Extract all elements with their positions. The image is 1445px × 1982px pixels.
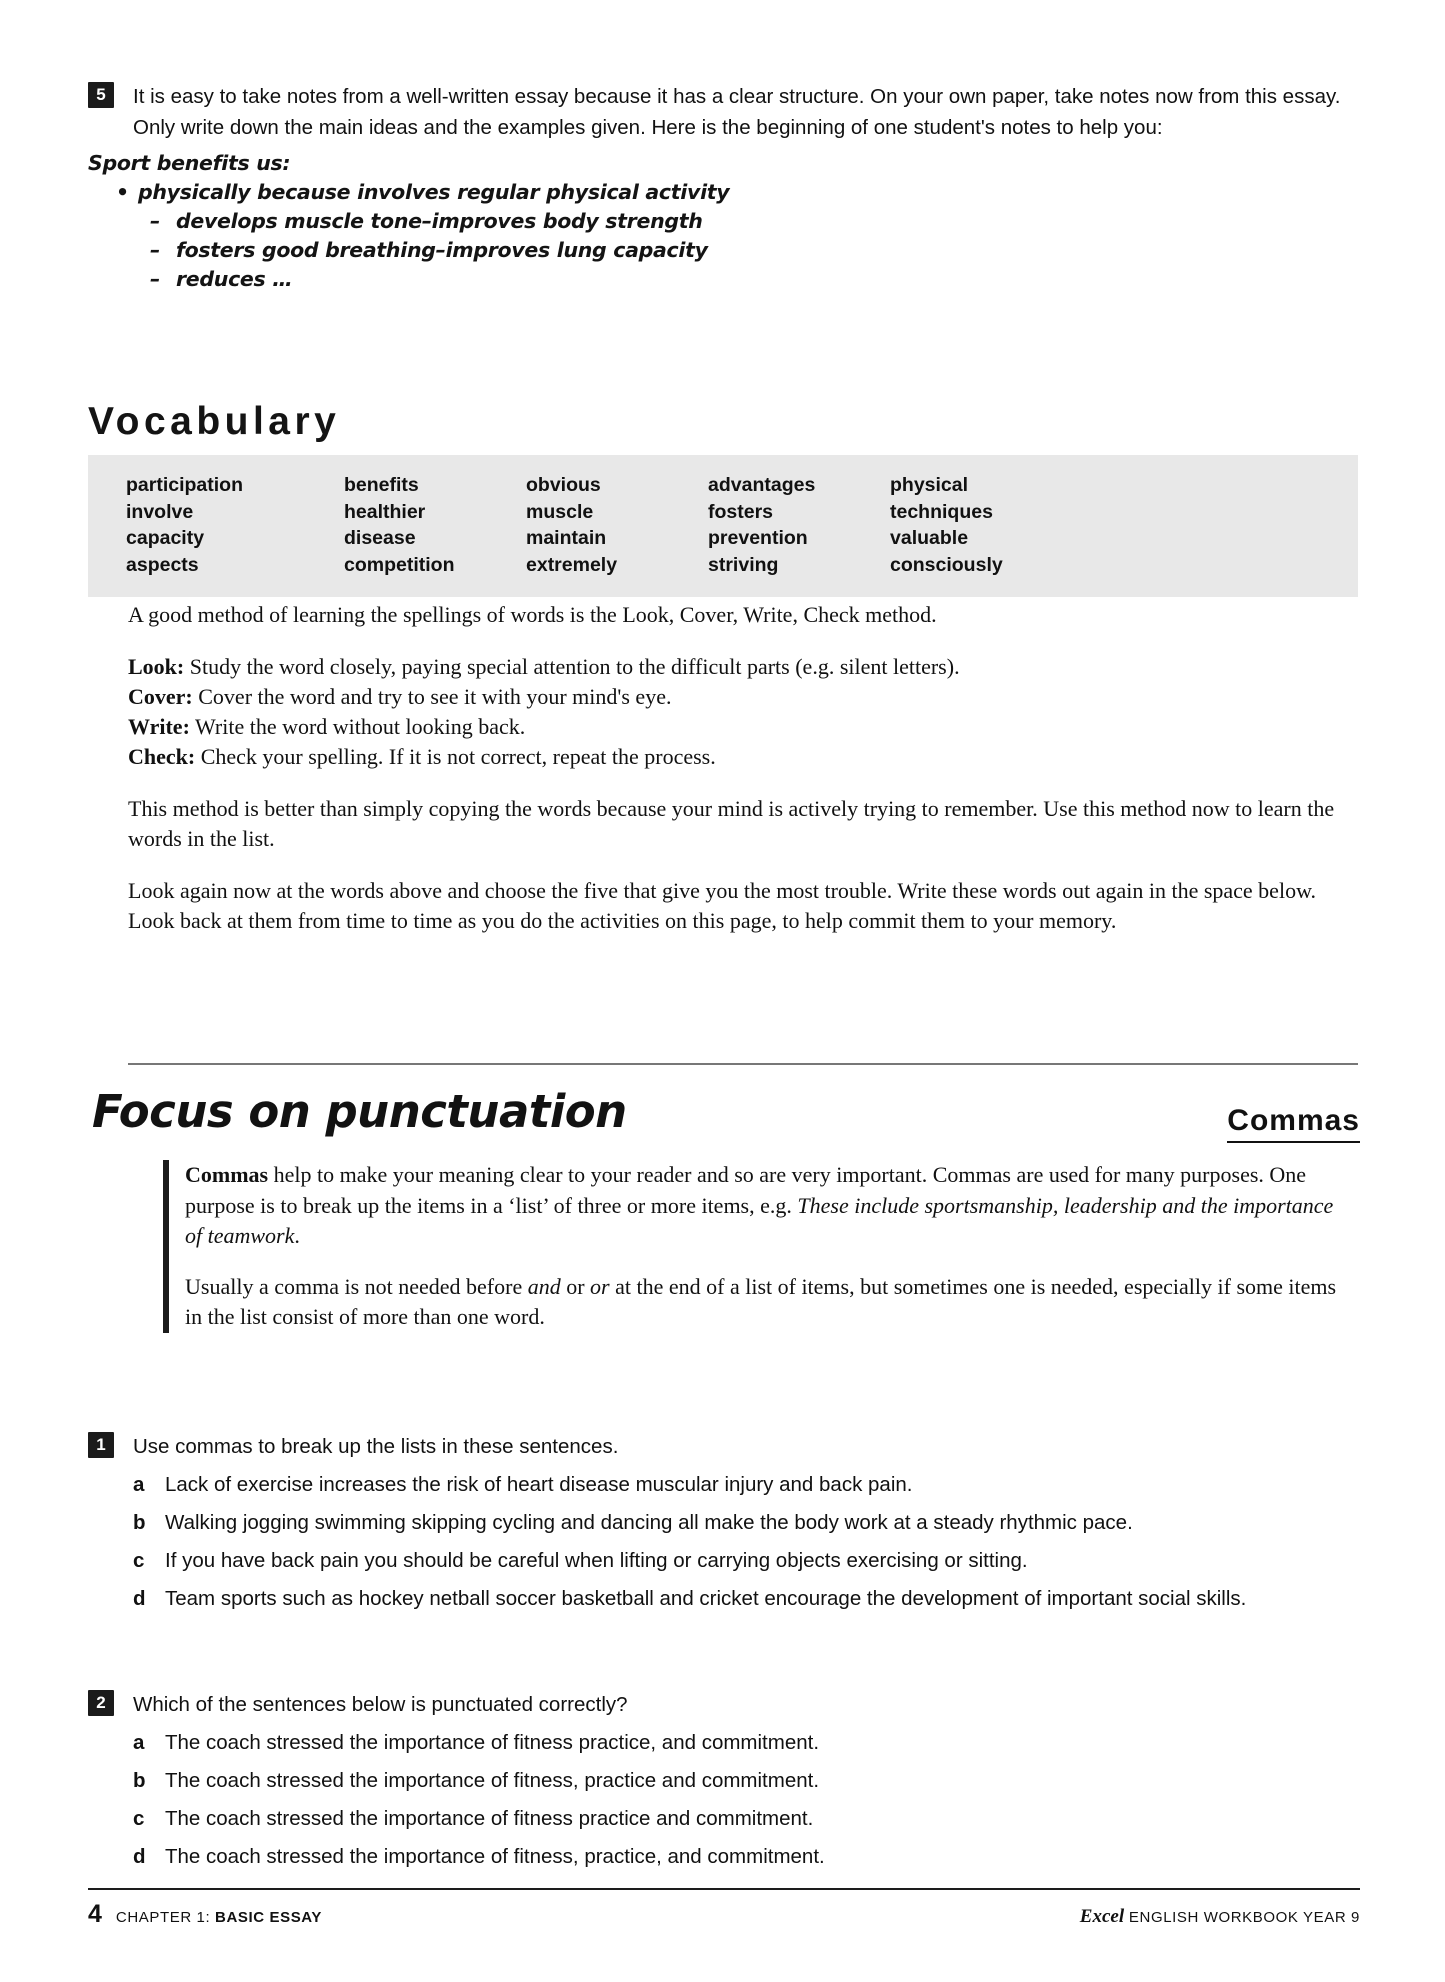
vocabulary-word: techniques [890,500,993,523]
notes-item-text: physically because involves regular physical activity [138,180,730,204]
notes-item [150,236,1358,265]
item-text: The coach stressed the importance of fitness practice and commitment. [165,1807,814,1830]
item-letter: d [133,1845,146,1868]
bullet-icon: • [116,180,129,204]
vocabulary-word: maintain [526,527,607,549]
method-step [128,742,1360,772]
item-letter: a [133,1473,145,1496]
method-step-text: Check your spelling. If it is not correct, repeat the process. [195,744,716,769]
vocabulary-word: advantages [708,474,816,496]
vocabulary-grid [126,472,1358,578]
item-letter: a [133,1731,145,1754]
question-2-items [133,1728,1368,1871]
method-step-text: Write the word without looking back. [189,714,526,739]
vocabulary-word: involve [126,500,194,523]
commas-intro-paragraph-2 [185,1272,1353,1333]
item-text: Team sports such as hockey netball soccer basketball and cricket encourage the development of important social skills. [165,1587,1247,1610]
footer-chapter-name: BASIC ESSAY [215,1909,322,1926]
question-1-prompt: Use commas to break up the lists in these sentences. [133,1435,619,1458]
list-item [133,1728,1368,1757]
vocabulary-word: aspects [126,553,199,576]
method-step [128,682,1360,712]
vocabulary-word: extremely [526,553,618,576]
item-text: If you have back pain you should be careful when lifting or carrying objects exercising or sitting. [165,1549,1028,1572]
dash-icon: – [150,267,160,291]
item-letter: b [133,1769,146,1792]
vocabulary-word: capacity [126,527,205,549]
page-footer [88,1900,1360,1929]
vocabulary-heading: Vocabulary [88,400,341,443]
list-item [133,1842,1368,1871]
question-2-header [88,1690,1368,1719]
vocabulary-box [88,455,1358,597]
question-1 [88,1432,1368,1622]
footer-right [1080,1906,1360,1928]
commas-intro-box [163,1160,1353,1333]
dash-icon: – [150,209,160,233]
method-step-label: Look: [128,654,185,679]
item-text: The coach stressed the importance of fitness, practice and commitment. [165,1769,820,1792]
section-divider [128,1063,1358,1065]
method-paragraph-3: Look again now at the words above and choose the five that give you the most trouble. Write these words out again in the space below. Look back at them from time to time as you do the activities on this page, to help commit them to your memory. [128,878,1317,933]
method-step [128,652,1360,682]
list-item [133,1804,1368,1833]
item-text: Lack of exercise increases the risk of heart disease muscular injury and back pain. [165,1473,913,1496]
commas-topic-heading: Commas [1227,1104,1360,1143]
focus-on-punctuation-heading: Focus on punctuation [92,1085,627,1138]
vocabulary-word: healthier [344,500,426,523]
method-step-text: Cover the word and try to see it with your mind's eye. [192,684,672,709]
method-intro: A good method of learning the spellings of words is the Look, Cover, Write, Check method. [128,602,937,627]
item-text: The coach stressed the importance of fitness, practice, and commitment. [165,1845,825,1868]
commas-intro-word-or: or [590,1273,610,1299]
commas-intro-word-and: and [527,1273,561,1299]
vocabulary-word: disease [344,527,416,549]
question-2-prompt: Which of the sentences below is punctuated correctly? [133,1693,628,1716]
vocabulary-word: obvious [526,474,601,496]
student-notes [88,149,1358,294]
item-text: Walking jogging swimming skipping cycling and dancing all make the body work at a steady rhythmic pace. [165,1511,1133,1534]
vocabulary-word: consciously [890,553,1003,576]
commas-intro-lead: Commas [185,1162,269,1187]
question-number-badge: 1 [88,1432,114,1458]
vocabulary-word: physical [890,474,969,496]
question-2 [88,1690,1368,1880]
item-text: The coach stressed the importance of fitness practice, and commitment. [165,1731,820,1754]
vocabulary-word: muscle [526,500,594,523]
footer-divider [88,1888,1360,1890]
list-item [133,1508,1368,1537]
footer-chapter [116,1909,322,1926]
method-text [128,600,1360,958]
exercise-5 [88,82,1358,294]
commas-intro-p2-a: Usually a comma is not needed before [185,1273,528,1299]
exercise-5-instruction: It is easy to take notes from a well-written essay because it has a clear structure. On your own paper, take notes now from this essay. Only write down the main ideas and the examples given. Here is the beginning of one student's notes to help you: [133,85,1341,139]
vocabulary-word: prevention [708,527,808,549]
brand-logo: Excel [1079,1906,1125,1927]
commas-intro-text-a: help to make your meaning clear to your reader and so are very important. Commas are used for many purposes. One purpose is to break up the items in a ‘list’ of three or more items, e.g. [185,1162,1307,1218]
item-letter: b [133,1511,146,1534]
notes-title: Sport benefits us: [88,151,291,175]
notes-item [150,265,1358,294]
page-number: 4 [88,1900,102,1928]
exercise-5-row [88,82,1358,143]
vocabulary-word: participation [126,474,244,496]
item-letter: c [133,1807,145,1830]
method-step-label: Check: [128,744,196,769]
vocabulary-word: striving [708,553,779,576]
commas-intro-p2-b: at the end of a list of items, but sometimes one is needed, especially if some items in the list consist of more than one word. [185,1273,1337,1329]
footer-chapter-prefix: CHAPTER 1: [115,1909,211,1926]
method-step-label: Write: [128,714,190,739]
vocabulary-word: benefits [344,474,419,496]
commas-intro-p2-mid: or [560,1273,591,1299]
footer-left [88,1900,322,1929]
method-paragraph-2: This method is better than simply copying the words because your mind is actively trying to remember. Use this method now to learn the words in the list. [128,796,1335,851]
commas-intro-example: These include sportsmanship, leadership and the importance of teamwork [185,1192,1334,1248]
method-step [128,712,1360,742]
item-letter: c [133,1549,145,1572]
vocabulary-word: competition [344,553,455,576]
list-item [133,1546,1368,1575]
question-number-badge: 2 [88,1690,114,1716]
vocabulary-word: fosters [708,500,774,523]
notes-item [116,178,1358,207]
question-1-items [133,1470,1368,1613]
method-step-text: Study the word closely, paying special attention to the difficult parts (e.g. silent letters). [184,654,960,679]
commas-intro-text-b: . [294,1223,300,1248]
list-item [133,1766,1368,1795]
notes-item [150,207,1358,236]
notes-item-text: reduces … [176,267,293,291]
notes-item-text: develops muscle tone–improves body strength [176,209,703,233]
question-1-header [88,1432,1368,1461]
item-letter: d [133,1587,146,1610]
footer-brand-suffix: ENGLISH WORKBOOK YEAR 9 [1128,1909,1360,1926]
dash-icon: – [150,238,160,262]
notes-item-text: fosters good breathing–improves lung capacity [176,238,708,262]
vocabulary-word: valuable [890,527,969,549]
list-item [133,1470,1368,1499]
commas-intro-paragraph-1 [185,1160,1353,1252]
exercise-number-badge: 5 [88,82,114,108]
list-item [133,1584,1368,1613]
method-step-label: Cover: [128,684,193,709]
